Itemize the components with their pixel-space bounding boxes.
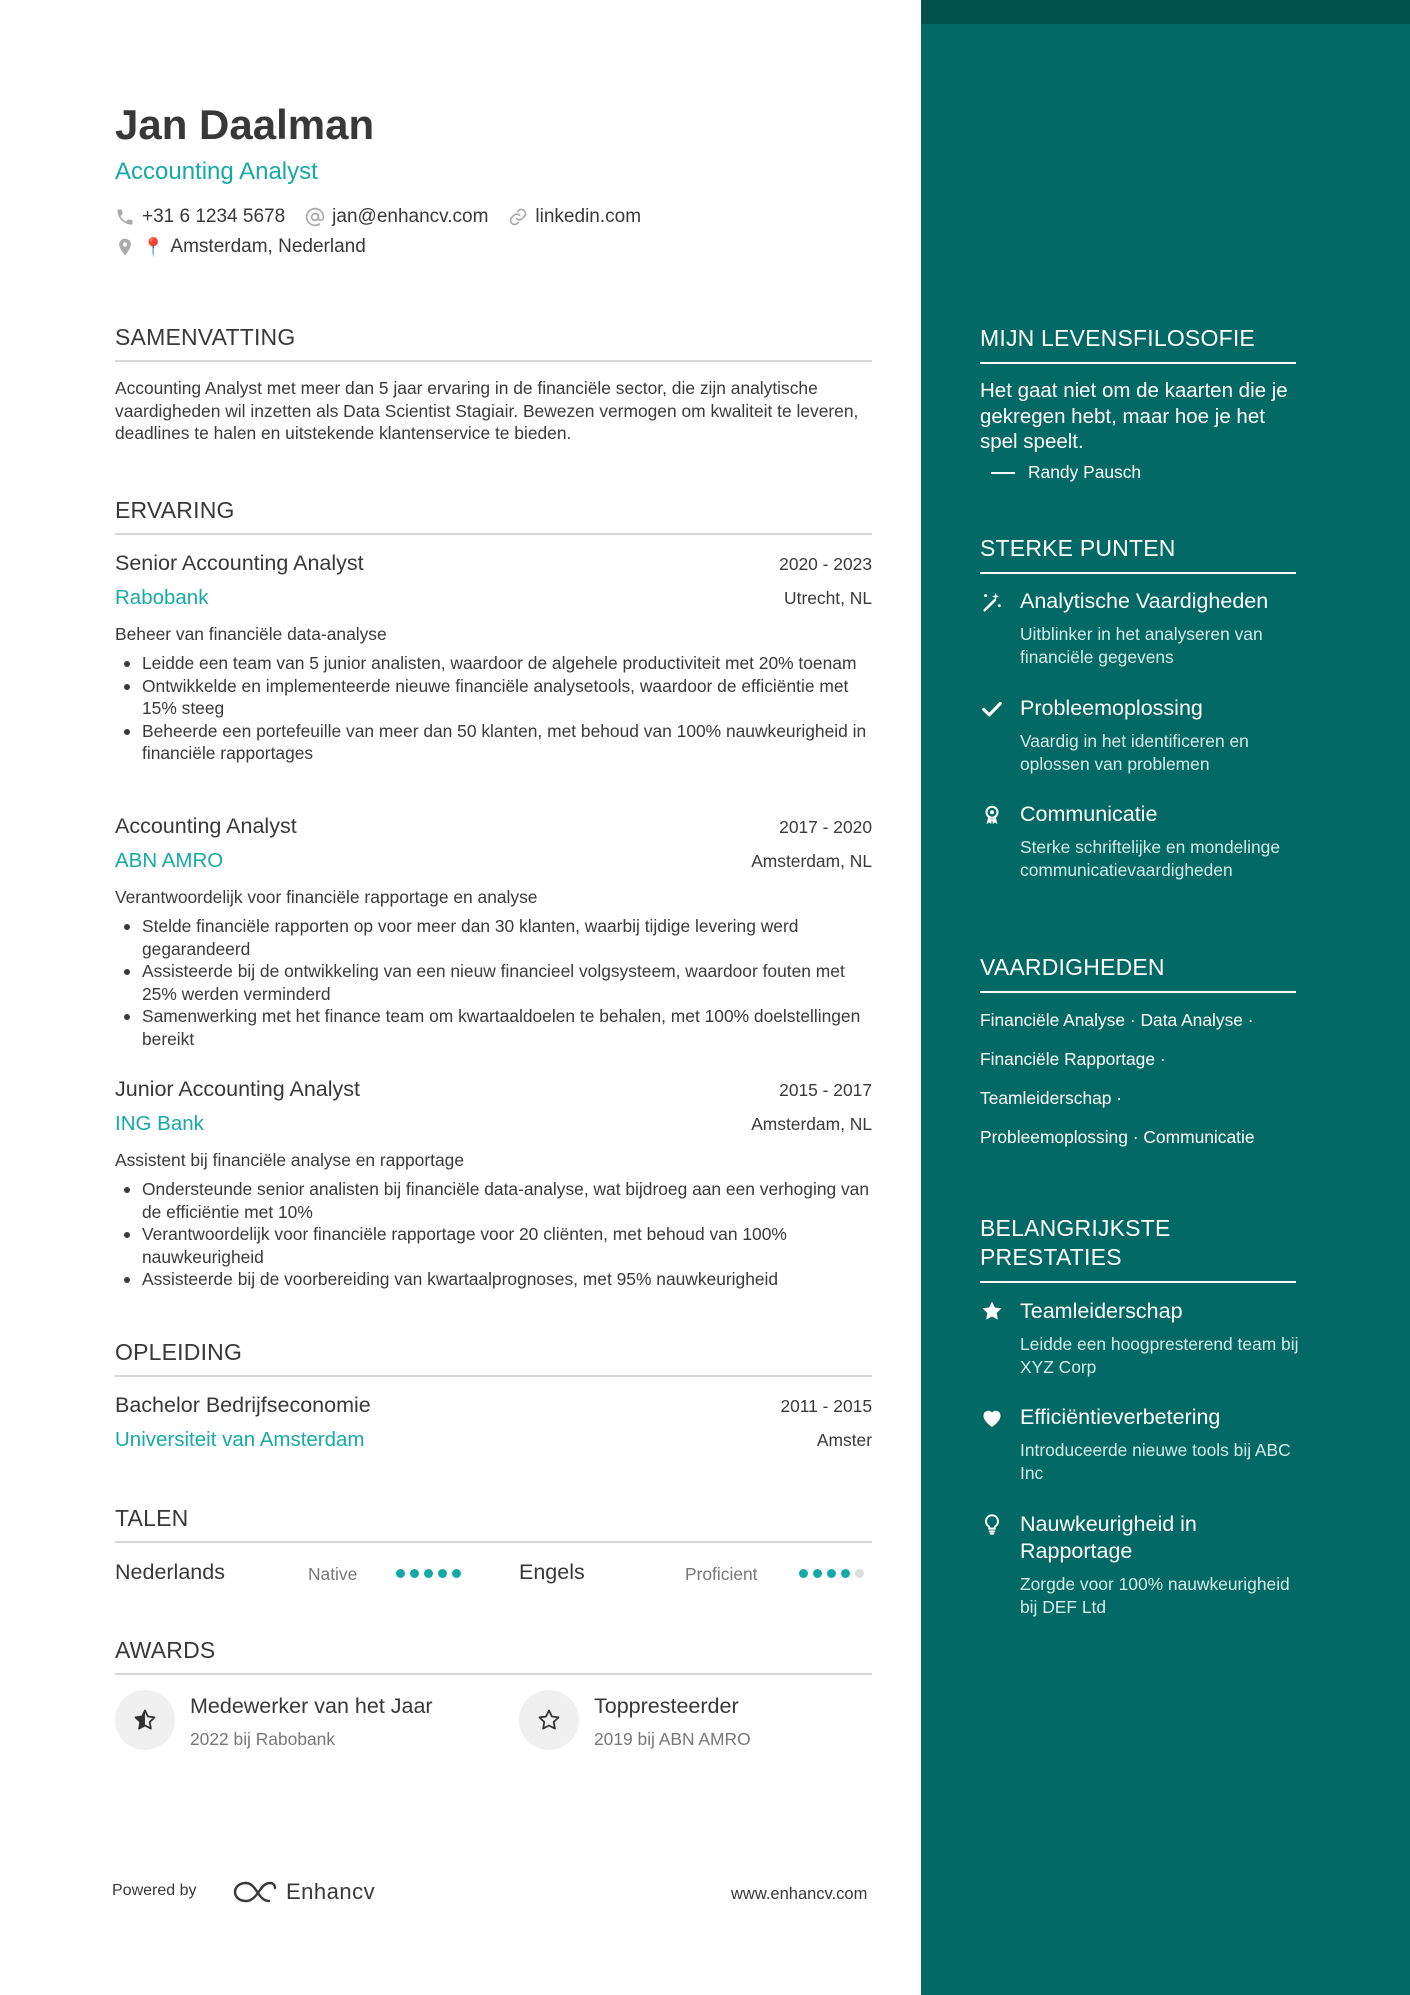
- skills-heading: VAARDIGHEDEN: [980, 953, 1296, 993]
- star-outline-icon: [537, 1708, 561, 1732]
- red-pin-icon: 📍: [142, 236, 165, 257]
- email-text: jan@enhancv.com: [332, 206, 489, 227]
- award-1-subtitle: 2022 bij Rabobank: [190, 1729, 336, 1749]
- contact-row-2: [115, 236, 386, 258]
- heart-icon: [980, 1406, 1004, 1430]
- checkmark-icon: [981, 698, 1003, 720]
- job-3-description: Assistent bij financiële analyse en rapportage: [115, 1150, 464, 1170]
- sidebar-top-bar: [921, 0, 1410, 24]
- strength-2-title: Probleemoplossing: [1020, 696, 1203, 720]
- job-1-bullets: [115, 652, 872, 765]
- location-pin-icon: [115, 237, 135, 257]
- education-heading: OPLEIDING: [115, 1339, 872, 1377]
- skills-line: Probleemoplossing · Communicatie: [980, 1127, 1255, 1147]
- list-item: Verantwoordelijk voor financiële rapportage voor 20 cliënten, met behoud van 100% nauwkeurigheid: [115, 1223, 872, 1268]
- achievement-2-title: Efficiëntieverbetering: [1020, 1405, 1221, 1429]
- candidate-name: Jan Daalman: [115, 101, 375, 148]
- contact-email[interactable]: [305, 206, 488, 228]
- contact-phone[interactable]: [115, 206, 285, 228]
- award-2-subtitle: 2019 bij ABN AMRO: [594, 1729, 751, 1749]
- achievement-1-title: Teamleiderschap: [1020, 1299, 1183, 1323]
- rating-dot: [410, 1569, 419, 1578]
- strength-1-icon-wrap: [980, 590, 1004, 614]
- award-ribbon-icon: [981, 804, 1003, 826]
- achievement-2-description: Introduceerde nieuwe tools bij ABC Inc: [1020, 1440, 1291, 1483]
- award-2-badge: [519, 1690, 579, 1750]
- job-2-role: Accounting Analyst: [115, 814, 297, 838]
- achievement-3-title: Nauwkeurigheid in Rapportage: [1020, 1512, 1197, 1563]
- summary-text: Accounting Analyst met meer dan 5 jaar ervaring in de financiële sector, die zijn analytische vaardigheden wil inzetten als Data Scientist Stagiair. Bewezen vermogen om kwaliteit te leveren, deadlines te halen en uitstekende klantenservice te bieden.: [115, 378, 859, 443]
- education-degree: Bachelor Bedrijfseconomie: [115, 1393, 371, 1417]
- award-1-badge: [115, 1690, 175, 1750]
- linkedin-text: linkedin.com: [535, 206, 642, 227]
- contact-row-1: [115, 206, 661, 228]
- education-dates: 2011 - 2015: [780, 1396, 872, 1416]
- job-1-header: [115, 551, 872, 576]
- quote-author-name: Randy Pausch: [1028, 462, 1142, 482]
- strength-3-icon-wrap: [980, 803, 1004, 827]
- language-2-level: Proficient: [685, 1564, 758, 1584]
- rating-dot: [813, 1569, 822, 1578]
- awards-heading: AWARDS: [115, 1637, 872, 1675]
- link-icon: [508, 207, 528, 227]
- candidate-title: Accounting Analyst: [115, 158, 318, 185]
- job-2-dates: 2017 - 2020: [779, 817, 872, 837]
- philosophy-heading: MIJN LEVENSFILOSOFIE: [980, 324, 1296, 364]
- list-item: Assisteerde bij de voorbereiding van kwartaalprognoses, met 95% nauwkeurigheid: [115, 1268, 872, 1291]
- education-subheader: [115, 1428, 872, 1452]
- job-3-bullets: [115, 1178, 872, 1291]
- award-1-title: Medewerker van het Jaar: [190, 1694, 433, 1718]
- job-3-header: [115, 1077, 872, 1102]
- job-2-header: [115, 814, 872, 839]
- language-1-rating: [396, 1569, 466, 1578]
- lightbulb-icon: [981, 1513, 1003, 1535]
- achievement-3-icon-wrap: [980, 1512, 1004, 1536]
- summary-heading: SAMENVATTING: [115, 324, 872, 362]
- rating-dot: [799, 1569, 808, 1578]
- magic-wand-icon: [981, 591, 1003, 613]
- sidebar: [921, 0, 1410, 1995]
- award-2-title: Toppresteerder: [594, 1694, 739, 1718]
- job-1-role: Senior Accounting Analyst: [115, 551, 364, 575]
- achievement-3-description: Zorgde voor 100% nauwkeurigheid bij DEF Ltd: [1020, 1574, 1290, 1617]
- education-header: [115, 1393, 872, 1418]
- strength-3-title: Communicatie: [1020, 802, 1158, 826]
- job-1-company: Rabobank: [115, 586, 209, 609]
- list-item: Samenwerking met het finance team om kwartaaldoelen te behalen, met 100% doelstellingen bereikt: [115, 1005, 872, 1050]
- languages-heading: TALEN: [115, 1505, 872, 1543]
- achievement-2-icon-wrap: [980, 1406, 1004, 1430]
- education-school: Universiteit van Amsterdam: [115, 1428, 365, 1451]
- achievements-heading: BELANGRIJKSTE PRESTATIES: [980, 1214, 1296, 1283]
- rating-dot: [841, 1569, 850, 1578]
- language-1-name: Nederlands: [115, 1560, 225, 1584]
- job-1-description: Beheer van financiële data-analyse: [115, 624, 387, 644]
- powered-by-label: Powered by: [112, 1882, 197, 1899]
- skills-line: Financiële Analyse · Data Analyse ·: [980, 1010, 1254, 1030]
- job-1-subheader: [115, 586, 872, 610]
- job-2-bullets: [115, 915, 872, 1050]
- website-link[interactable]: www.enhancv.com: [731, 1885, 868, 1903]
- list-item: Ondersteunde senior analisten bij financiële data-analyse, wat bijdroeg aan een verhoging van de efficiëntie met 10%: [115, 1178, 872, 1223]
- quote-author: [991, 462, 1141, 483]
- strength-1-description: Uitblinker in het analyseren van financiële gegevens: [1020, 624, 1263, 667]
- contact-linkedin[interactable]: [508, 206, 641, 228]
- rating-dot: [452, 1569, 461, 1578]
- philosophy-quote: Het gaat niet om de kaarten die je gekregen hebt, maar hoe je het spel speelt.: [980, 379, 1288, 453]
- achievement-1-description: Leidde een hoogpresterend team bij XYZ Corp: [1020, 1334, 1299, 1377]
- list-item: Beheerde een portefeuille van meer dan 50 klanten, met behoud van 100% nauwkeurigheid in financiële rapportages: [115, 720, 872, 765]
- language-2-rating: [799, 1569, 869, 1578]
- rating-dot: [396, 1569, 405, 1578]
- at-sign-icon: [305, 207, 325, 227]
- phone-icon: [115, 207, 135, 227]
- enhancv-logo[interactable]: [232, 1879, 375, 1905]
- location-text: Amsterdam, Nederland: [170, 236, 366, 257]
- half-star-icon: [133, 1708, 157, 1732]
- phone-text: +31 6 1234 5678: [142, 206, 286, 227]
- rating-dot: [424, 1569, 433, 1578]
- strength-2-icon-wrap: [980, 697, 1004, 721]
- enhancv-logo-icon: [232, 1879, 278, 1905]
- rating-dot: [827, 1569, 836, 1578]
- rating-dot: [438, 1569, 447, 1578]
- strength-2-description: Vaardig in het identificeren en oplossen van problemen: [1020, 731, 1249, 774]
- star-icon: [980, 1299, 1004, 1323]
- achievement-1-icon-wrap: [980, 1299, 1004, 1323]
- job-3-company: ING Bank: [115, 1112, 204, 1135]
- list-item: Stelde financiële rapporten op voor meer dan 30 klanten, waarbij tijdige levering werd gegarandeerd: [115, 915, 872, 960]
- education-location: Amster: [816, 1430, 872, 1450]
- rating-dot: [855, 1569, 864, 1578]
- list-item: Ontwikkelde en implementeerde nieuwe financiële analysetools, waardoor de efficiëntie met 15% steeg: [115, 675, 872, 720]
- skills-line: Teamleiderschap ·: [980, 1088, 1123, 1108]
- job-3-dates: 2015 - 2017: [779, 1080, 872, 1100]
- experience-heading: ERVARING: [115, 497, 872, 535]
- strengths-heading: STERKE PUNTEN: [980, 534, 1296, 574]
- list-item: Assisteerde bij de ontwikkeling van een nieuw financieel volgsysteem, waardoor fouten met 25% werden verminderd: [115, 960, 872, 1005]
- job-1-location: Utrecht, NL: [784, 588, 872, 608]
- job-3-role: Junior Accounting Analyst: [115, 1077, 361, 1101]
- job-2-company: ABN AMRO: [115, 849, 224, 872]
- job-3-location: Amsterdam, NL: [751, 1114, 872, 1134]
- strength-1-title: Analytische Vaardigheden: [1020, 589, 1269, 613]
- job-1-dates: 2020 - 2023: [779, 554, 872, 574]
- job-3-subheader: [115, 1112, 872, 1136]
- job-2-subheader: [115, 849, 872, 873]
- skills-line: Financiële Rapportage ·: [980, 1049, 1166, 1069]
- enhancv-brand-text: Enhancv: [286, 1879, 376, 1904]
- job-2-location: Amsterdam, NL: [751, 851, 872, 871]
- list-item: Leidde een team van 5 junior analisten, waardoor de algehele productiviteit met 20% toenam: [115, 652, 872, 675]
- strength-3-description: Sterke schriftelijke en mondelinge communicatievaardigheden: [1020, 837, 1281, 880]
- language-1-level: Native: [308, 1564, 358, 1584]
- job-2-description: Verantwoordelijk voor financiële rapportage en analyse: [115, 887, 538, 907]
- contact-location: [115, 236, 366, 258]
- language-2-name: Engels: [519, 1560, 585, 1584]
- quote-dash: [991, 472, 1015, 474]
